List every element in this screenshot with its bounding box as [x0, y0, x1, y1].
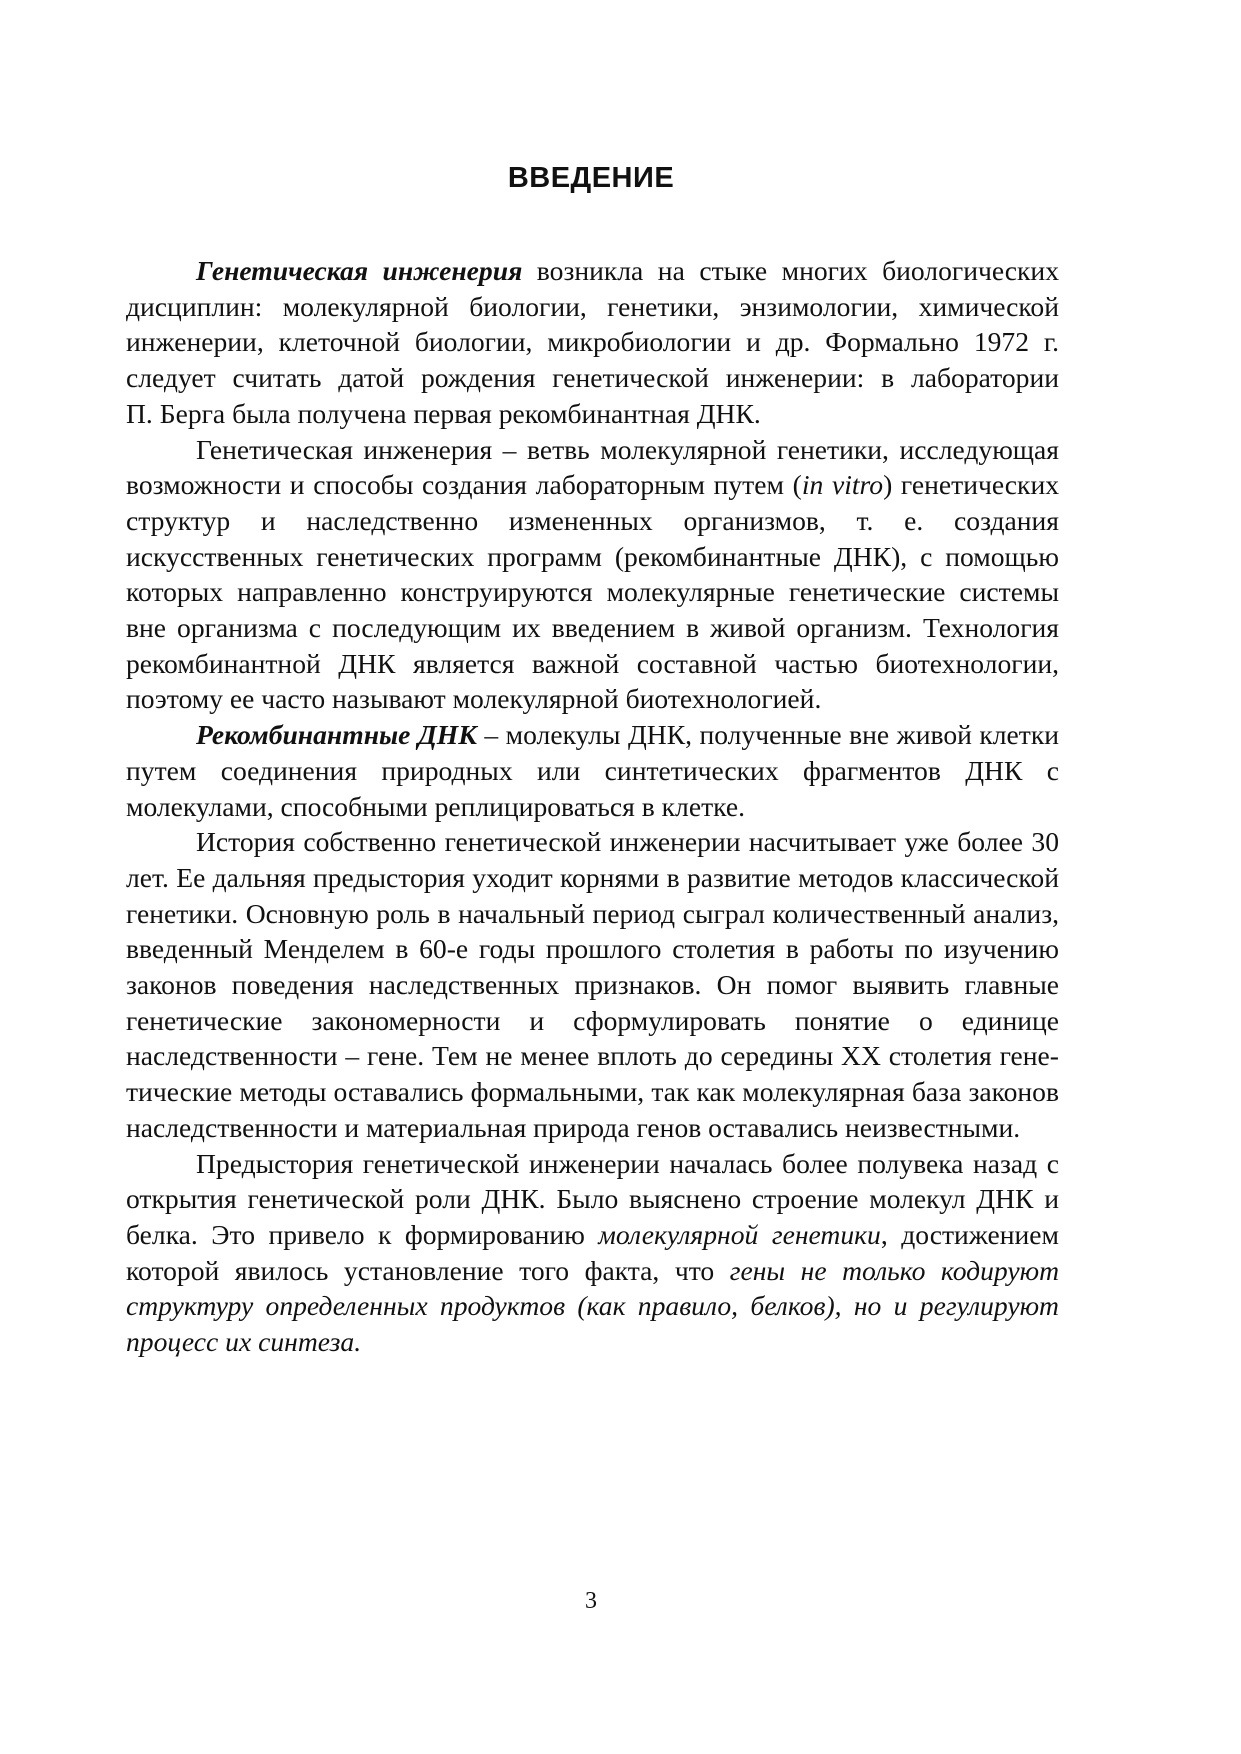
paragraph-3-text: – молекулы ДНК, полученные вне живой клетки путем соединения природных или синтетических фрагментов ДНК с молекулами, способными реплицироваться в клетке. [126, 719, 1060, 822]
page-number: 3 [585, 1588, 597, 1614]
paragraph-2 [126, 432, 1059, 718]
paragraph-2-text-before: Генетическая инженерия – ветвь молекулярной генетики, исследующая возможности и способы создания лабораторным путем ( [126, 433, 1059, 501]
body-text [126, 253, 1059, 1360]
term-recombinant-dna: Рекомбинантные ДНК [196, 719, 477, 751]
paragraph-1-text: возникла на стыке многих биологических дисциплин: молекулярной биологии, генетики, энзимологии, химической инженерии, клеточной биологии, микробиологии и др. Формально 1972 г. следует считать датой рождения генетической инженерии: в лаборатории П. Берга была получена первая рекомбинантная ДНК. [126, 255, 1059, 429]
paragraph-4-text: История собственно генетической инженерии насчитывает уже более 30 лет. Ее дальняя предыстория уходит корнями в развитие методов классической генетики. Основную роль в начальный период сыграл количественный анализ, введенный Менделем в 60-е годы прошлого столетия в работы по изучению законов поведения наследственных признаков. Он помог выявить главные генетические закономерности и сформулировать понятие о единице наследственности – гене. Тем не менее вплоть до середины XX столетия генетические методы оставались формальными, так как молекулярная база законов наследственности и материальная природа генов оставались неизвестными. [126, 826, 1059, 1143]
paragraph-2-text-after: ) генетических структур и наследственно измененных организмов, т. е. создания искусственных генетических программ (рекомбинантные ДНК), с помощью которых направленно конструируются молекулярные генетические системы вне организма с последующим их введением в живой организм. Технология рекомбинантной ДНК является важной составной частью биотехнологии, поэтому ее часто называют молекулярной биотехнологией. [126, 469, 1060, 715]
paragraph-5-italic-conclusion: гены не только кодируют структуру определенных продуктов (как правило, белков), но и регулируют процесс их синтеза. [126, 1254, 1059, 1358]
paragraph-5-text-middle: , достижением которой явилось установление того факта, что [126, 1218, 1059, 1286]
paragraph-3 [126, 717, 1059, 824]
term-molecular-genetics: молекулярной генетики [598, 1218, 881, 1250]
term-in-vitro: in vitro [801, 469, 884, 501]
paragraph-4 [126, 824, 1059, 1145]
page-title: ВВЕДЕНИЕ [507, 162, 675, 194]
paragraph-5 [126, 1146, 1059, 1360]
paragraph-5-text-before: Предыстория генетической инженерии началась более полувека назад с открытия генетической роли ДНК. Было выяснено строение молекул ДНК и белка. Это привело к формированию [126, 1147, 1059, 1250]
term-genetic-engineering: Генетическая инженерия [196, 255, 523, 286]
paragraph-1 [126, 253, 1059, 432]
